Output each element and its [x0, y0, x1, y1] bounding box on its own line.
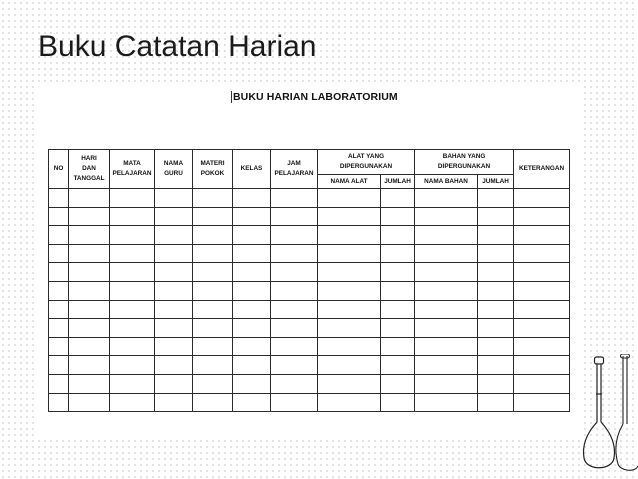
table-cell — [193, 281, 233, 300]
table-cell — [415, 393, 478, 412]
table-cell — [381, 244, 415, 263]
table-cell — [381, 189, 415, 208]
table-cell — [514, 281, 570, 300]
table-cell — [514, 244, 570, 263]
table-cell — [415, 337, 478, 356]
table-cell — [514, 207, 570, 226]
header-alat-yang-dipergunakan: ALAT YANG DIPERGUNAKAN — [318, 150, 415, 175]
table-cell — [193, 319, 233, 338]
table-cell — [381, 356, 415, 375]
table-cell — [110, 263, 155, 282]
table-cell — [478, 244, 514, 263]
table-cell — [155, 337, 193, 356]
table-cell — [381, 319, 415, 338]
table-cell — [155, 393, 193, 412]
table-cell — [233, 207, 271, 226]
table-cell — [318, 244, 381, 263]
table-cell — [318, 189, 381, 208]
table-cell — [233, 374, 271, 393]
table-cell — [381, 207, 415, 226]
table-cell — [271, 319, 318, 338]
table-cell — [49, 281, 69, 300]
table-cell — [110, 281, 155, 300]
table-cell — [49, 207, 69, 226]
table-row — [49, 189, 570, 208]
table-cell — [155, 189, 193, 208]
table-cell — [271, 356, 318, 375]
table-cell — [49, 374, 69, 393]
volumetric-flask-icon — [578, 354, 638, 479]
table-cell — [478, 207, 514, 226]
table-cell — [69, 319, 110, 338]
table-cell — [110, 226, 155, 245]
header-materi-pokok: MATERI POKOK — [193, 150, 233, 189]
table-cell — [69, 281, 110, 300]
header-kelas: KELAS — [233, 150, 271, 189]
table-row — [49, 281, 570, 300]
table-cell — [478, 356, 514, 375]
table-body — [49, 189, 570, 412]
table-cell — [478, 337, 514, 356]
subheader-jumlah-alat: JUMLAH — [381, 175, 415, 189]
table-cell — [49, 356, 69, 375]
header-bahan-yang-dipergunakan: BAHAN YANG DIPERGUNAKAN — [415, 150, 514, 175]
table-cell — [155, 300, 193, 319]
table-cell — [271, 281, 318, 300]
table-cell — [233, 189, 271, 208]
table-cell — [69, 244, 110, 263]
table-cell — [110, 356, 155, 375]
subheader-nama-alat: NAMA ALAT — [318, 175, 381, 189]
table-cell — [318, 337, 381, 356]
table-cell — [193, 374, 233, 393]
table-row — [49, 393, 570, 412]
table-cell — [193, 226, 233, 245]
table-cell — [69, 226, 110, 245]
table-cell — [415, 263, 478, 282]
table-cell — [271, 207, 318, 226]
table-cell — [193, 393, 233, 412]
header-no: NO — [49, 150, 69, 189]
table-row — [49, 263, 570, 282]
table-cell — [381, 263, 415, 282]
table-cell — [478, 281, 514, 300]
table-cell — [514, 319, 570, 338]
table-cell — [193, 263, 233, 282]
document-title: BUKU HARIAN LABORATORIUM — [233, 91, 398, 103]
table-row — [49, 319, 570, 338]
table-cell — [193, 300, 233, 319]
table-cell — [415, 356, 478, 375]
table-row — [49, 226, 570, 245]
header-nama-guru: NAMA GURU — [155, 150, 193, 189]
lab-logbook-document — [38, 82, 584, 436]
table-cell — [415, 207, 478, 226]
table-cell — [318, 263, 381, 282]
table-cell — [271, 244, 318, 263]
table-cell — [155, 374, 193, 393]
table-cell — [514, 263, 570, 282]
table-cell — [318, 356, 381, 375]
header-mata-pelajaran: MATA PELAJARAN — [110, 150, 155, 189]
table-cell — [49, 337, 69, 356]
table-cell — [415, 244, 478, 263]
table-cell — [381, 226, 415, 245]
table-cell — [514, 374, 570, 393]
table-cell — [110, 374, 155, 393]
table-cell — [514, 356, 570, 375]
table-cell — [193, 189, 233, 208]
table-cell — [69, 337, 110, 356]
table-cell — [193, 207, 233, 226]
table-cell — [514, 226, 570, 245]
table-cell — [69, 393, 110, 412]
table-cell — [155, 319, 193, 338]
header-jam-pelajaran: JAM PELAJARAN — [271, 150, 318, 189]
table-cell — [381, 300, 415, 319]
table-cell — [110, 337, 155, 356]
table-cell — [478, 226, 514, 245]
table-cell — [193, 356, 233, 375]
table-cell — [233, 393, 271, 412]
table-cell — [49, 226, 69, 245]
table-cell — [478, 300, 514, 319]
table-cell — [49, 300, 69, 319]
table-cell — [49, 319, 69, 338]
table-cell — [318, 207, 381, 226]
table-cell — [415, 189, 478, 208]
table-cell — [49, 244, 69, 263]
table-cell — [318, 374, 381, 393]
table-cell — [271, 393, 318, 412]
table-cell — [318, 393, 381, 412]
table-cell — [318, 300, 381, 319]
table-cell — [271, 226, 318, 245]
table-cell — [233, 319, 271, 338]
table-row — [49, 244, 570, 263]
table-cell — [233, 300, 271, 319]
table-cell — [271, 374, 318, 393]
header-keterangan: KETERANGAN — [514, 150, 570, 189]
table-cell — [478, 374, 514, 393]
table-cell — [318, 226, 381, 245]
table-cell — [381, 393, 415, 412]
table-row — [49, 356, 570, 375]
table-cell — [478, 189, 514, 208]
header-hari-dan-tanggal: HARI DAN TANGGAL — [69, 150, 110, 189]
table-cell — [415, 300, 478, 319]
table-cell — [233, 356, 271, 375]
subheader-nama-bahan: NAMA BAHAN — [415, 175, 478, 189]
table-cell — [271, 337, 318, 356]
table-cell — [514, 393, 570, 412]
table-cell — [49, 189, 69, 208]
table-cell — [193, 244, 233, 263]
slide-title: Buku Catatan Harian — [38, 30, 317, 63]
table-cell — [233, 281, 271, 300]
table-cell — [271, 263, 318, 282]
table-row — [49, 207, 570, 226]
table-cell — [155, 281, 193, 300]
table-cell — [69, 374, 110, 393]
table-cell — [155, 207, 193, 226]
table-cell — [69, 189, 110, 208]
table-cell — [155, 356, 193, 375]
table-cell — [110, 207, 155, 226]
table-cell — [110, 393, 155, 412]
table-cell — [478, 393, 514, 412]
table-cell — [69, 263, 110, 282]
table-cell — [318, 281, 381, 300]
table-cell — [514, 189, 570, 208]
table-cell — [193, 337, 233, 356]
table-cell — [415, 319, 478, 338]
table-cell — [381, 281, 415, 300]
table-cell — [415, 226, 478, 245]
table-cell — [514, 300, 570, 319]
table-cell — [155, 244, 193, 263]
table-cell — [233, 226, 271, 245]
table-cell — [49, 393, 69, 412]
table-cell — [233, 337, 271, 356]
table-cell — [415, 374, 478, 393]
table-cell — [233, 263, 271, 282]
table-cell — [110, 244, 155, 263]
table-row — [49, 374, 570, 393]
table-cell — [69, 356, 110, 375]
table-cell — [478, 263, 514, 282]
table-cell — [69, 300, 110, 319]
lab-logbook-table — [48, 149, 570, 412]
table-cell — [110, 189, 155, 208]
table-cell — [381, 374, 415, 393]
table-row — [49, 337, 570, 356]
table-cell — [381, 337, 415, 356]
table-cell — [318, 319, 381, 338]
table-cell — [415, 281, 478, 300]
table-cell — [155, 263, 193, 282]
table-row — [49, 300, 570, 319]
table-cell — [49, 263, 69, 282]
table-cell — [233, 244, 271, 263]
table-cell — [69, 207, 110, 226]
table-cell — [514, 337, 570, 356]
table-cell — [271, 189, 318, 208]
table-cell — [478, 319, 514, 338]
table-cell — [110, 319, 155, 338]
table-cell — [271, 300, 318, 319]
table-cell — [110, 300, 155, 319]
table-cell — [155, 226, 193, 245]
subheader-jumlah-bahan: JUMLAH — [478, 175, 514, 189]
